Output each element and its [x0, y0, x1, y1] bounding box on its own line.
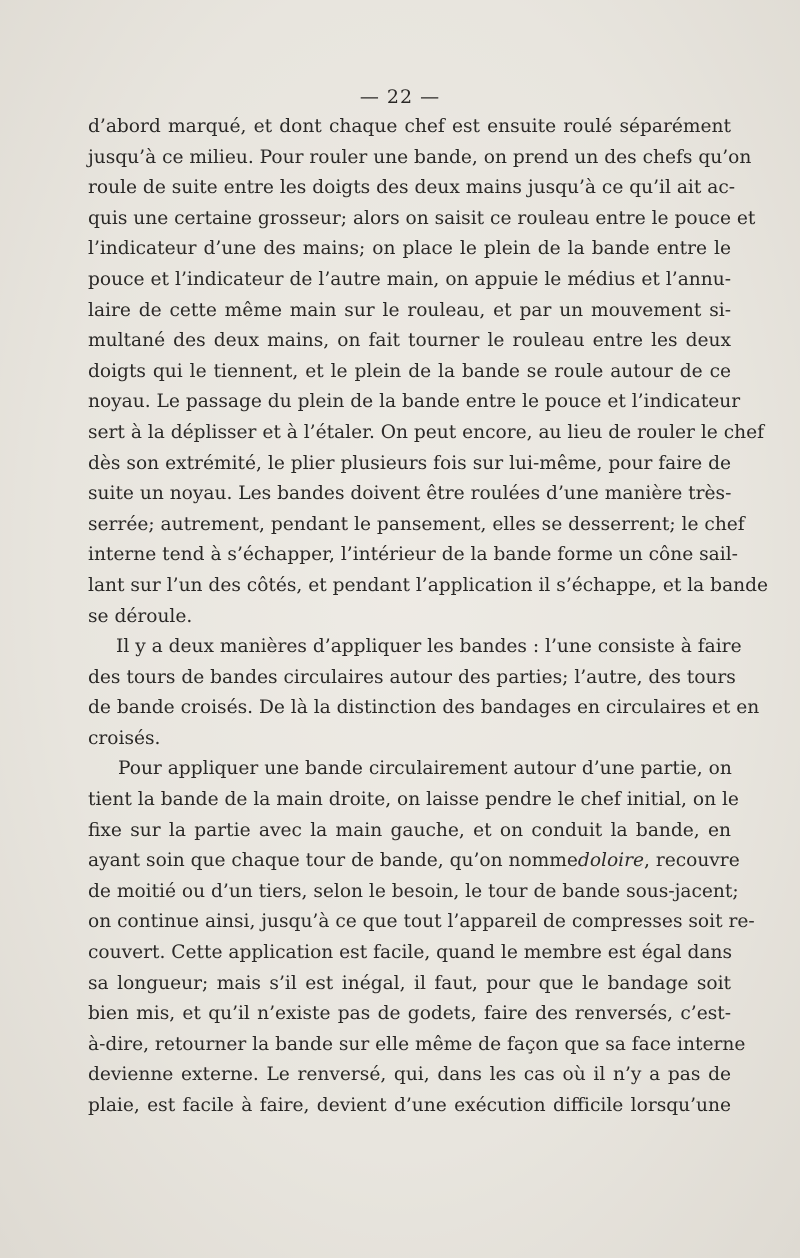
text-line: lant sur l’un des côtés, et pendant l’application il s’échappe, et la bande — [88, 574, 769, 596]
text-line: quis une certaine grosseur; alors on saisit ce rouleau entre le pouce et — [88, 207, 756, 229]
text-line: serrée; autrement, pendant le pansement, elles se desserrent; le chef — [88, 513, 745, 535]
page-number: — 22 — — [359, 86, 441, 108]
text-line: couvert. Cette application est facile, quand le membre est égal dans — [88, 942, 733, 964]
text-line: plaie, est facile à faire, devient d’une exécution difficile lorsqu’une — [88, 1095, 731, 1116]
text-line: dès son extrémité, le plier plusieurs fois sur lui-même, pour faire de — [88, 452, 731, 474]
text-segment: , recouvre — [644, 850, 740, 872]
text-line: jusqu’à ce milieu. Pour rouler une bande, on prend un des chefs qu’on — [88, 146, 752, 168]
paragraph — [88, 632, 760, 754]
text-line: noyau. Le passage du plein de la bande entre le pouce et l’indicateur — [88, 391, 741, 413]
body-text — [88, 112, 769, 1122]
text-segment-italic-term — [578, 846, 740, 877]
text-line: interne tend à s’échapper, l’intérieur de la bande forme un cône sail- — [88, 544, 738, 566]
text-line: bien mis, et qu’il n’existe pas de godets, faire des renversés, c’est- — [88, 1003, 731, 1025]
text-line — [88, 846, 740, 877]
paragraph — [88, 112, 769, 632]
text-line: devienne externe. Le renversé, qui, dans les cas où il n’y a pas de — [88, 1064, 731, 1086]
italic-term: doloire — [577, 850, 644, 872]
text-line: laire de cette même main sur le rouleau, et par un mouvement si- — [88, 299, 731, 321]
paragraph — [88, 754, 755, 1121]
text-line: à-dire, retourner la bande sur elle même de façon que sa face interne — [88, 1033, 746, 1055]
text-line: on continue ainsi, jusqu’à ce que tout l’appareil de compresses soit re- — [88, 911, 755, 933]
text-line: de bande croisés. De là la distinction des bandages en circulaires et en — [88, 697, 760, 719]
text-line: des tours de bandes circulaires autour des parties; l’autre, des tours — [88, 666, 736, 688]
text-line: se déroule. — [88, 605, 193, 627]
text-line: pouce et l’indicateur de l’autre main, on appuie le médius et l’annu- — [88, 268, 731, 290]
text-line: d’abord marqué, et dont chaque chef est ensuite roulé séparément — [88, 116, 731, 137]
text-line: sert à la déplisser et à l’étaler. On peut encore, au lieu de rouler le chef — [88, 421, 764, 443]
text-line: Il y a deux manières d’appliquer les bandes : l’une consiste à faire — [116, 636, 742, 658]
text-line: Pour appliquer une bande circulairement autour d’une partie, on — [118, 758, 732, 780]
text-segment: ayant soin que chaque tour de bande, qu’on nomme — [88, 850, 578, 872]
text-line: sa longueur; mais s’il est inégal, il faut, pour que le bandage soit — [88, 972, 731, 994]
text-line: roule de suite entre les doigts des deux mains jusqu’à ce qu’il ait ac- — [88, 177, 736, 199]
text-line: fixe sur la partie avec la main gauche, et on conduit la bande, en — [88, 819, 731, 841]
text-line: suite un noyau. Les bandes doivent être roulées d’une manière très- — [88, 483, 732, 505]
text-line: l’indicateur d’une des mains; on place le plein de la bande entre le — [88, 238, 731, 260]
text-line: tient la bande de la main droite, on laisse pendre le chef initial, on le — [88, 789, 739, 811]
text-line: multané des deux mains, on fait tourner le rouleau entre les deux — [88, 330, 731, 352]
text-line: croisés. — [88, 727, 161, 749]
text-line: de moitié ou d’un tiers, selon le besoin, le tour de bande sous-jacent; — [88, 880, 739, 902]
text-line: doigts qui le tiennent, et le plein de la bande se roule autour de ce — [88, 360, 731, 382]
